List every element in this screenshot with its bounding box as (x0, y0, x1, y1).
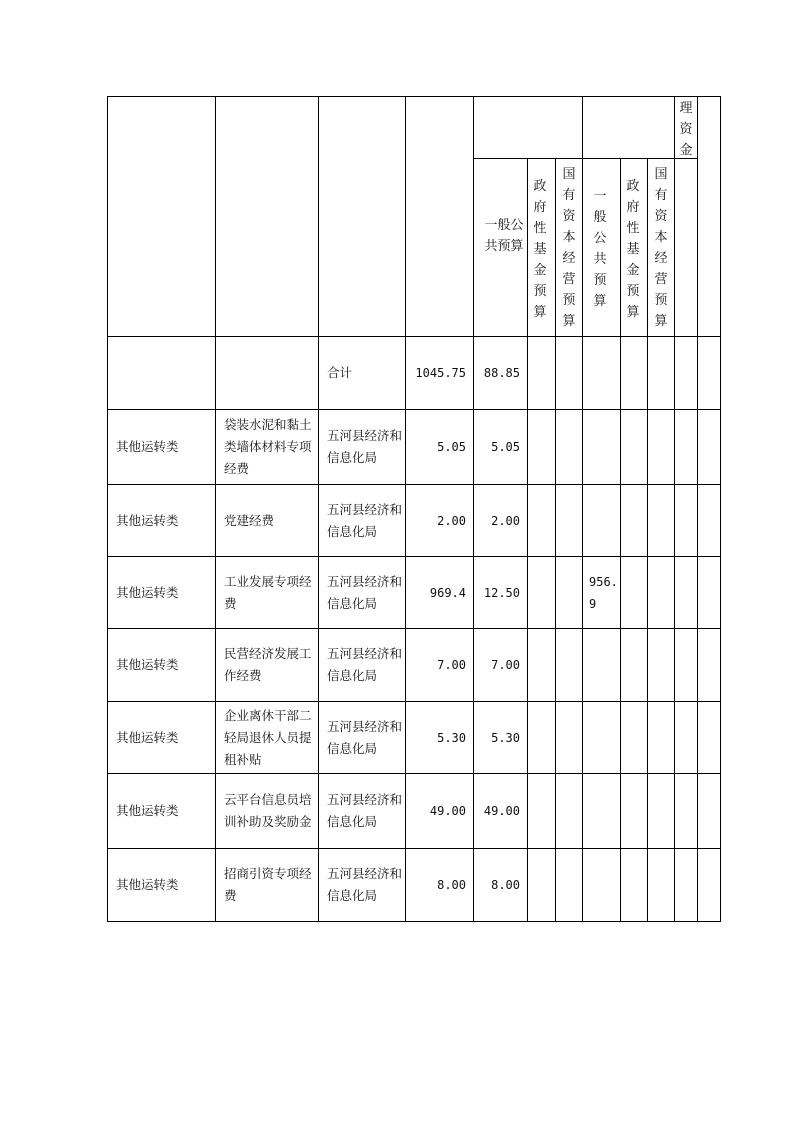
header-split-line (473, 158, 697, 159)
row-general-public: 5.30 (491, 730, 520, 745)
row-dept: 五河县经济和信息化局 (327, 866, 403, 903)
col-line (527, 158, 528, 922)
header-gov-fund-budget-2: 政府性基金预算 (626, 179, 640, 320)
header-gov-fund-budget-1: 政府性基金预算 (533, 179, 547, 320)
col-line (674, 96, 675, 922)
row-dept: 五河县经济和信息化局 (327, 501, 403, 539)
row-amount: 7.00 (437, 658, 466, 672)
header-general-public-budget-2: 一般公共预算 (593, 189, 607, 309)
row-general-public: 12.50 (483, 585, 520, 600)
col-line (620, 158, 621, 922)
row-category: 其他运转类 (116, 729, 179, 745)
row-project: 企业离休干部二轻局退休人员提租补贴 (224, 707, 312, 767)
header-state-capital-budget-2: 国有资本经营预算 (654, 167, 668, 329)
total-general-public: 88.85 (483, 366, 520, 380)
row-category: 其他运转类 (116, 803, 179, 818)
row-project: 工业发展专项经费 (224, 573, 312, 611)
row-dept: 五河县经济和信息化局 (327, 792, 403, 829)
col-line (582, 96, 583, 922)
row-category: 其他运转类 (116, 439, 179, 454)
row-project: 党建经费 (224, 512, 275, 528)
row-amount: 8.00 (437, 878, 466, 892)
col-line (647, 158, 648, 922)
row-category: 其他运转类 (116, 584, 179, 600)
row-category: 其他运转类 (116, 877, 179, 892)
row-amount: 49.00 (429, 804, 466, 818)
row-general-public: 8.00 (491, 878, 520, 892)
row-project: 云平台信息员培训补助及奖励金 (224, 792, 312, 829)
header-general-public-budget-1: 一般公共预算 (484, 218, 524, 254)
row-amount: 2.00 (437, 513, 466, 528)
row-dept: 五河县经济和信息化局 (327, 646, 403, 683)
row-project: 袋装水泥和黏土类墙体材料专项经费 (224, 417, 312, 476)
row-dept: 五河县经济和信息化局 (327, 428, 403, 465)
total-amount: 1045.75 (415, 366, 466, 380)
row-project: 民营经济发展工作经费 (224, 646, 312, 683)
total-label: 合计 (327, 365, 353, 380)
row-general-public-2: 956.9 (589, 574, 618, 611)
col-line (555, 158, 556, 922)
row-dept: 五河县经济和信息化局 (327, 718, 403, 756)
header-partial-text: 理资金 (679, 101, 693, 158)
row-category: 其他运转类 (116, 657, 179, 672)
row-general-public: 5.05 (491, 440, 520, 454)
row-amount: 5.05 (437, 440, 466, 454)
row-amount: 5.30 (437, 730, 466, 745)
row-amount: 969.4 (429, 585, 466, 600)
row-project: 招商引资专项经费 (224, 866, 312, 903)
row-dept: 五河县经济和信息化局 (327, 573, 403, 611)
row-category: 其他运转类 (116, 512, 179, 528)
row-general-public: 49.00 (483, 804, 520, 818)
row-general-public: 7.00 (491, 658, 520, 672)
row-general-public: 2.00 (491, 513, 520, 528)
header-state-capital-budget-1: 国有资本经营预算 (562, 167, 576, 329)
col-line (697, 96, 698, 922)
